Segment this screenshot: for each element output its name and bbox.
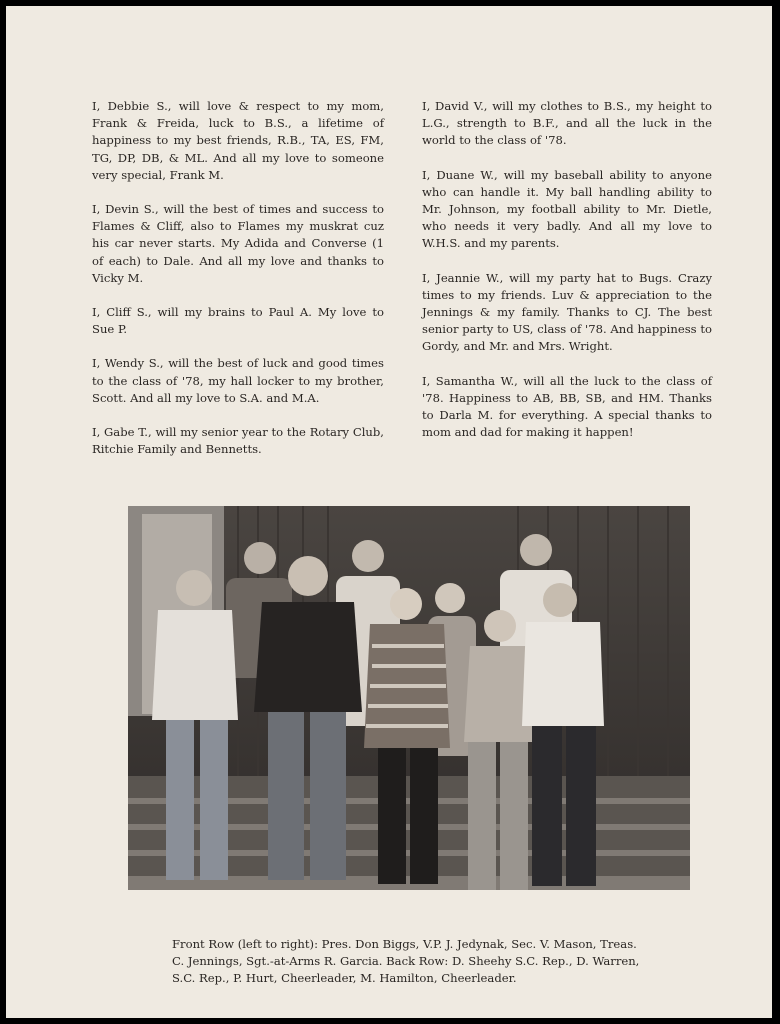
senior-will-entry: I, Duane W., will my baseball ability to anyone who can handle it. My ball handling ability to Mr. Johnson, my football ability to Mr. Dietle, who needs it very badly. And all my love to W.H.S. and my parents. [422,167,712,251]
group-photo-illustration [128,506,690,890]
left-text-column [92,98,384,475]
senior-will-entry: I, David V., will my clothes to B.S., my height to L.G., strength to B.F., and all the luck in the world to the class of '78. [422,99,712,148]
photo-caption: Front Row (left to right): Pres. Don Biggs, V.P. J. Jedynak, Sec. V. Mason, Treas. C. Jennings, Sgt.-at-Arms R. Garcia. Back Row: D. Sheehy S.C. Rep., D. Warren, S.C. Rep., P. Hurt, Cheerleader, M. Hamilton, Cheerleader. [172,936,640,985]
senior-will-entry: I, Samantha W., will all the luck to the class of '78. Happiness to AB, BB, SB, and HM. Thanks to Darla M. for everything. A special thanks to mom and dad for making it happen! [422,373,712,440]
senior-will-entry: I, Devin S., will the best of times and success to Flames & Cliff, also to Flames my muskrat cuz his car never starts. My Adida and Converse (1 of each) to Dale. And all my love and thanks to Vicky M. [92,202,384,285]
senior-will-entry: I, Debbie S., will love & respect to my mom, Frank & Freida, luck to B.S., a lifetime of happiness to my best friends, R.B., TA, ES, FM, TG, DP, DB, & ML. And all my love to someone very special, Frank M. [92,99,384,182]
senior-will-entry: I, Jeannie W., will my party hat to Bugs. Crazy times to my friends. Luv & appreciation to the Jennings & my family. Thanks to CJ. The best senior party to US, class of '78. And happiness to Gordy, and Mr. and Mrs. Wright. [422,270,712,354]
senior-will-entry: I, Wendy S., will the best of luck and good times to the class of '78, my hall locker to my brother, Scott. And all my love to S.A. and M.A. [92,356,384,405]
class-officers-photo [128,506,690,890]
senior-will-entry: I, Cliff S., will my brains to Paul A. My love to Sue P. [92,305,384,337]
senior-will-entry: I, Gabe T., will my senior year to the Rotary Club, Ritchie Family and Bennetts. [92,425,384,457]
yearbook-page [6,6,772,1018]
right-text-column [422,98,712,458]
